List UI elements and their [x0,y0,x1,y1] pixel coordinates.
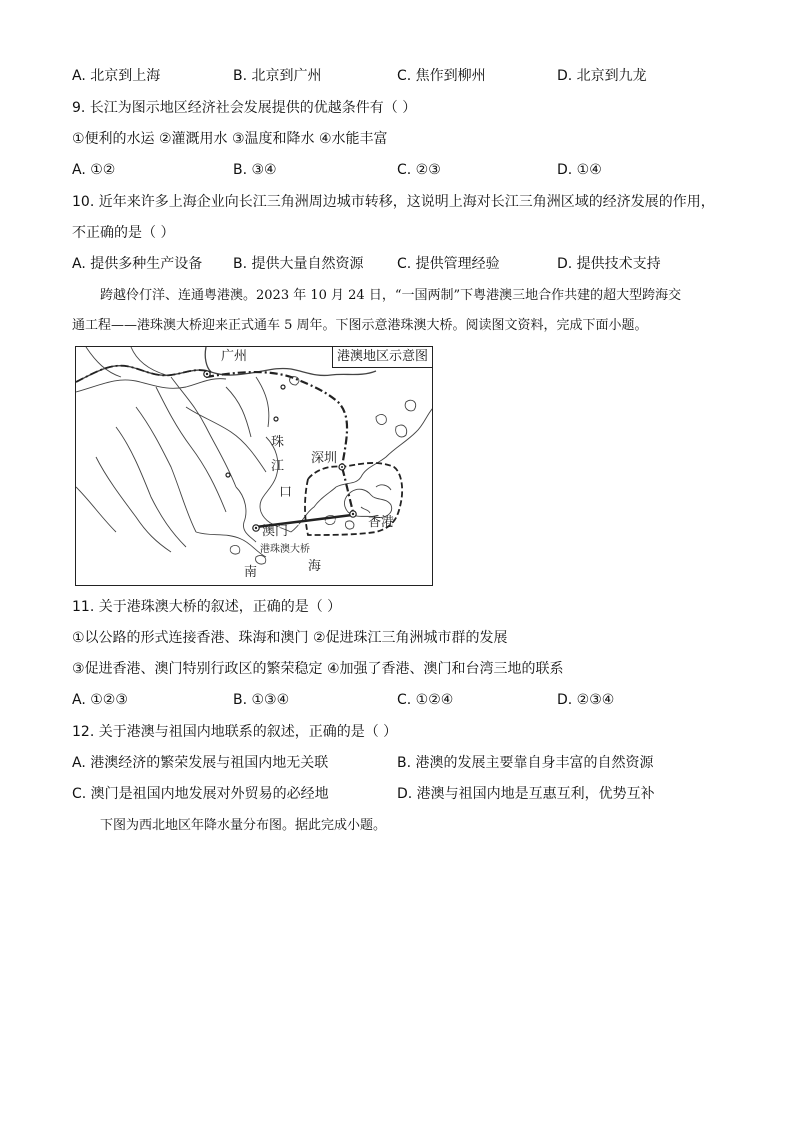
map-title: 港澳地区示意图 [332,347,432,368]
map-label-bridge: 港珠澳大桥 [260,544,310,555]
q11-stem: 11. 关于港珠澳大桥的叙述，正确的是（ ） [72,599,342,615]
q12-option-a: A. 港澳经济的繁荣发展与祖国内地无关联 [72,755,329,771]
q8-option-c: C. 焦作到柳州 [397,68,486,84]
q11-items-line2: ③促进香港、澳门特别行政区的繁荣稳定 ④加强了香港、澳门和台湾三地的联系 [72,661,564,677]
q8-option-b: B. 北京到广州 [233,68,322,84]
q11-items-line1: ①以公路的形式连接香港、珠海和澳门 ②促进珠江三角洲城市群的发展 [72,630,508,646]
q9-items: ①便利的水运 ②灌溉用水 ③温度和降水 ④水能丰富 [72,131,388,147]
q8-option-a: A. 北京到上海 [72,68,161,84]
map-label-jiang: 江 [271,459,285,474]
intro-paragraph-line1: 跨越伶仃洋、连通粤港澳。2023 年 10 月 24 日，“一国两制”下粤港澳三地合作共建的超大型跨海交 [100,288,682,303]
q11-option-a: A. ①②③ [72,692,128,708]
q10-option-a: A. 提供多种生产设备 [72,256,203,272]
q8-option-d: D. 北京到九龙 [557,68,647,84]
q11-option-d: D. ②③④ [557,692,615,708]
q10-option-b: B. 提供大量自然资源 [233,256,364,272]
q11-option-b: B. ①③④ [233,692,290,708]
q9-option-a: A. ①② [72,162,116,178]
q10-option-c: C. 提供管理经验 [397,256,500,272]
map-label-hongkong: 香港 [368,515,395,530]
map-label-nan: 南 [244,565,258,580]
q10-option-d: D. 提供技术支持 [557,256,661,272]
map-label-macao: 澳门 [262,524,289,539]
q9-stem: 9. 长江为图示地区经济社会发展提供的优越条件有（ ） [72,100,417,116]
q9-option-d: D. ①④ [557,162,602,178]
q10-stem-line1: 10. 近年来许多上海企业向长江三角洲周边城市转移，这说明上海对长江三角洲区域的经济发展的作用， [72,194,715,210]
q11-option-c: C. ①②④ [397,692,454,708]
q9-option-c: C. ②③ [397,162,441,178]
q12-option-d: D. 港澳与祖国内地是互惠互利，优势互补 [397,786,655,802]
q9-option-b: B. ③④ [233,162,277,178]
map-drawing [76,347,433,586]
q12-option-b: B. 港澳的发展主要靠自身丰富的自然资源 [397,755,654,771]
q10-stem-line2: 不正确的是（ ） [72,225,175,241]
intro2-paragraph: 下图为西北地区年降水量分布图。据此完成小题。 [100,818,387,833]
map-label-hai: 海 [308,559,322,574]
map-label-guangzhou: 广州 [221,349,248,364]
map-label-kou: 口 [279,485,293,500]
hk-macao-map [75,346,433,586]
q12-option-c: C. 澳门是祖国内地发展对外贸易的必经地 [72,786,329,802]
q12-stem: 12. 关于港澳与祖国内地联系的叙述，正确的是（ ） [72,724,398,740]
intro-paragraph-line2: 通工程——港珠澳大桥迎来正式通车 5 周年。下图示意港珠澳大桥。阅读图文资料，完成下面小题。 [72,318,648,333]
map-label-shenzhen: 深圳 [311,451,338,466]
map-label-zhu: 珠 [271,435,285,450]
